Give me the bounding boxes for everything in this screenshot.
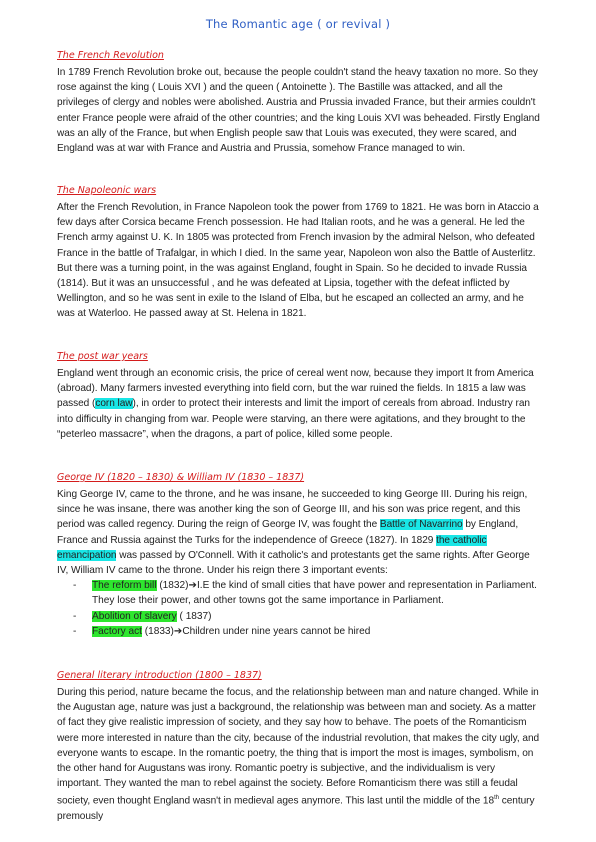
section-paragraph: England went through an economic crisis, the price of cereal went now, because they import It from America (abroad). Many farmers invested everything into field corn, but the war ruined the fields. In 1815 a law was passed (corn law), in order to protect their interests and limit the import of cereals from abroad. Industry ran into difficulty in changing from war. People were starving, an there were agitations, and they brought to the “peterleo massacre”, when the dragons, a part of police, killed some people. <box>57 368 534 440</box>
section-heading: The post war years <box>57 351 148 362</box>
events-list <box>57 578 541 639</box>
list-item: - The reform bill (1832)➔I.E the kind of small cities that have power and representation in Parliament. They lose their power, and other towns got the same importance in Parliament. <box>73 580 537 607</box>
list-item: - Factory act (1833)➔Children under nine years cannot be hired <box>73 625 371 637</box>
section-literary-introduction <box>57 670 541 824</box>
section-paragraph: During this period, nature became the focus, and the relationship between man and nature changed. While in the Augustan age, nature was just a background, the relationship was between man and society. As a matter of fact they give realistic impression of society, and they say how to behave. The poets of the Romanticism were more interested in nature than the city, because of the industrial revolution, that makes the city ugly, and everyone wants to escape. In the romantic poetry, the thing that is import the most is images, symbolism, on the other hand for Augustans was irony. Romantic poetry is subjective, and the individualism is very important. They wanted the man to rebel against the society. Before Romanticism there was still a feudal society, even thought England wasn't in medieval ages anymore. This last until the middle of the 18th century premously <box>57 687 540 822</box>
section-heading: The French Revolution <box>57 50 164 61</box>
highlight-factory-act: Factory act <box>92 625 142 637</box>
highlight-catholic-emancipation: the catholic emancipation <box>57 534 487 561</box>
list-item: - Abolition of slavery ( 1837) <box>73 610 212 622</box>
section-french-revolution <box>57 50 541 156</box>
highlight-abolition-slavery: Abolition of slavery <box>92 610 177 622</box>
page-title: The Romantic age ( or revival ) <box>205 17 391 31</box>
section-paragraph: After the French Revolution, in France Napoleon took the power from 1769 to 1821. He was born in Ataccio a few days after Corsica became French possession. He had Italian roots, and he was a general. He led the French army against U. K. In 1805 was protected from French invasion by the admiral Nelson, who defeated France in the battle of Trafalgar, in which I died. In the same year, Napoleon won also the Battle of Austerlitz. But there was a turning point, in the was against England, fought in Spain. So he decided to invade Russia (1814). But it was an unsuccessful , and he was defeated at Lipsia, together with the defeat inflicted by Wellington, and so he was sent in exile to the Island of Elba, but he escaped an collected an army, and he was at Waterloo. He passed away at St. Helena in 1821. <box>57 202 539 320</box>
section-george-william <box>57 472 541 639</box>
section-napoleonic-wars <box>57 185 541 322</box>
section-heading: General literary introduction (1800 – 1837) <box>57 670 262 681</box>
section-heading: The Napoleonic wars <box>57 185 157 196</box>
section-paragraph: In 1789 French Revolution broke out, because the people couldn't stand the heavy taxation no more. So they rose against the king ( Louis XVI ) and the queen ( Antoinette ). The Bastille was attacked, and all the privileges of clergy and nobles were abolished. Austria and Prussia invaded France, but their armies couldn't enter France people were afraid of the other countries; and the king Louis XVI was beheaded. Firstly England was an ally of the France, but when English people saw that Louis was executed, they were scared, and England was at war with France and Austria and Prussia, somehow France managed to win. <box>57 67 540 155</box>
highlight-corn-law: corn law <box>95 398 133 410</box>
highlight-reform-bill: The reform bill <box>92 580 157 592</box>
section-paragraph: King George IV, came to the throne, and he was insane, he succeeded to king George III. During his reign, since he was insane, there was another king the son of George III, and his son was price regent, and this period was called regency. During the reign of George IV, was fought the Battle of Navarrino by England, France and Russia against the Turks for the independence of Greece (1827). In 1829 the catholic emancipation was passed by O'Connell. With it catholic's and protestants get the same rights. After George IV, William IV came to the throne. Under his reign there 3 important events: <box>57 489 530 577</box>
highlight-battle-navarrino: Battle of Navarrino <box>379 519 463 531</box>
section-post-war-years <box>57 351 541 442</box>
section-heading: George IV (1820 – 1830) & William IV (1830 – 1837) <box>57 472 305 483</box>
